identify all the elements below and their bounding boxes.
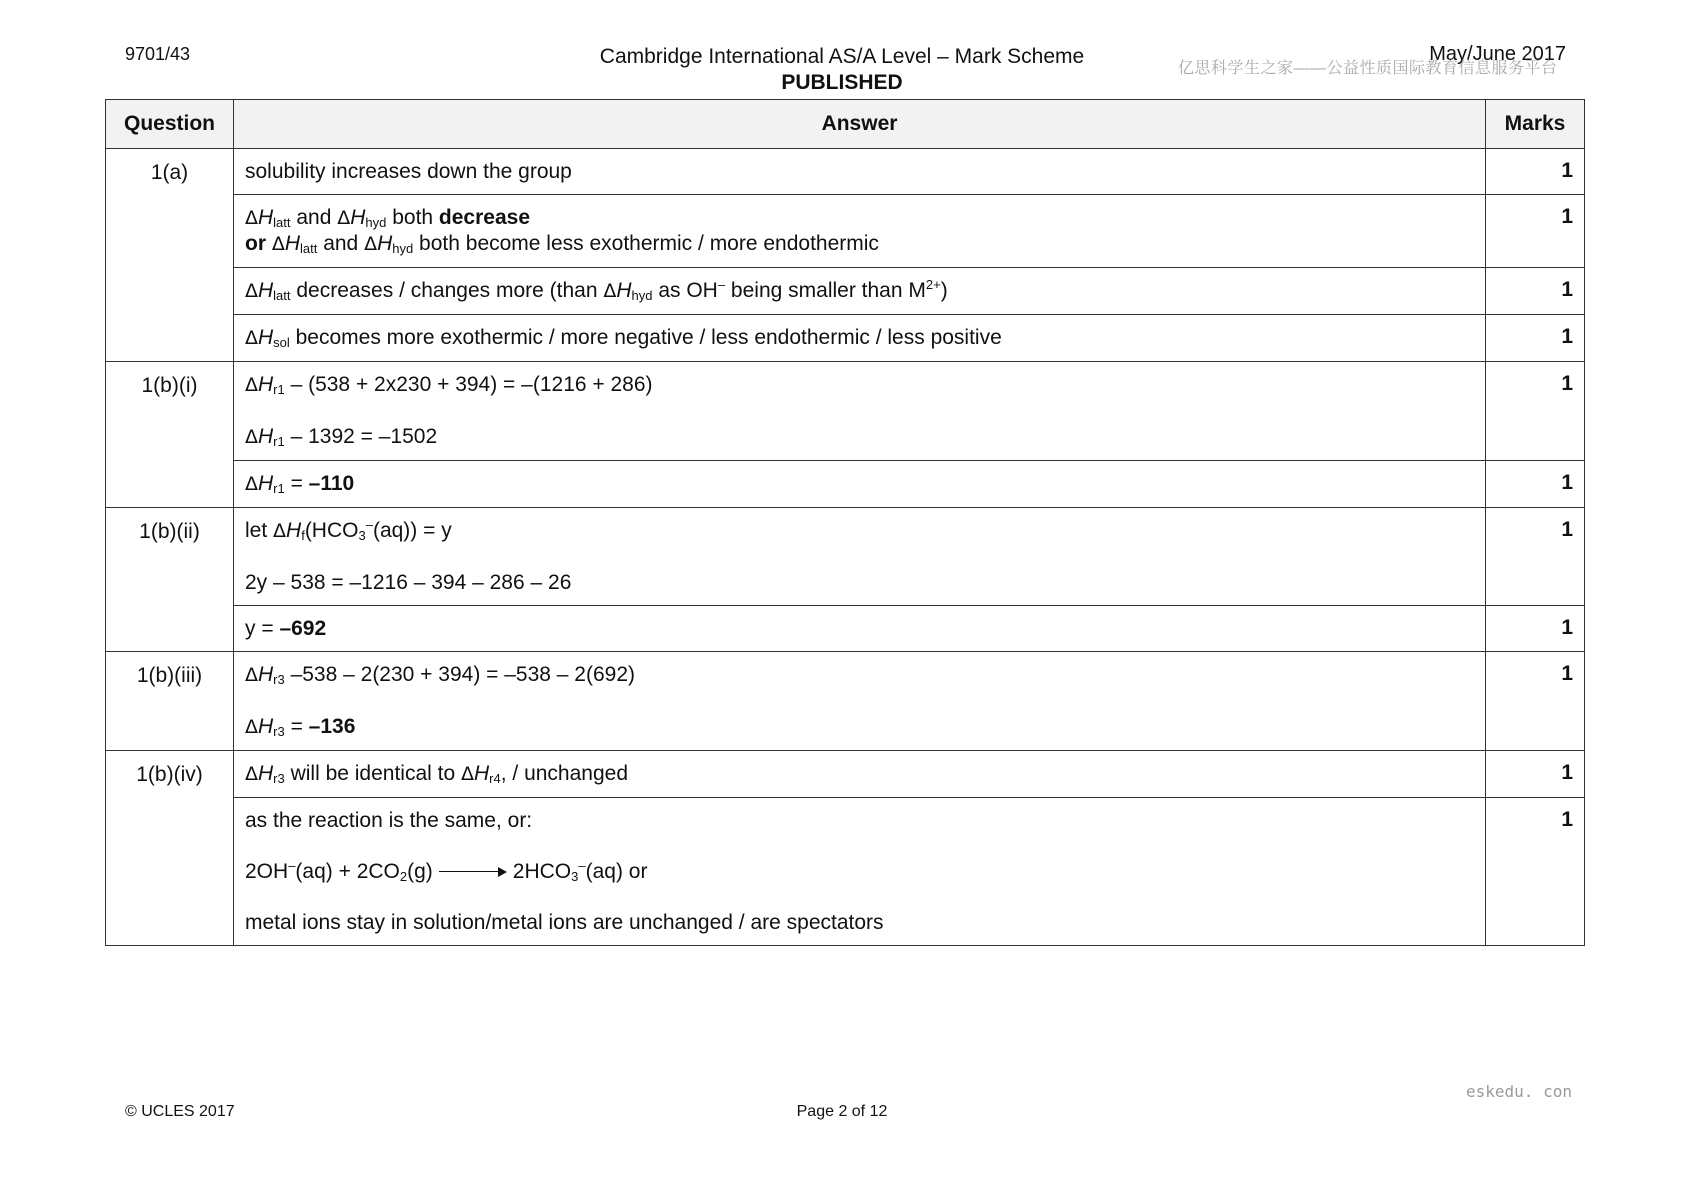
answer-line: as the reaction is the same, or: [245, 809, 533, 832]
answer-cell: $\Delta H_{latt}$ decreases / changes more (than $\Delta H_{hyd}$ as OH– being smaller than $M^{2+}$) [234, 268, 1486, 315]
answer-cell [234, 362, 1486, 461]
question-number: 1(b)(iv) [106, 751, 234, 946]
marks-cell: 1 [1486, 195, 1585, 268]
marks-cell: 1 [1486, 461, 1585, 508]
marks-cell: 1 [1486, 362, 1585, 461]
answer-line: $\Delta H_{r3} = -136$ [245, 715, 356, 739]
table-row [106, 606, 1585, 652]
answer-line: $\Delta H_{r1} - 1392 = -1502$ [245, 425, 438, 449]
watermark-text-2: eskedu. con [1466, 1082, 1572, 1101]
header-marks: Marks [1486, 100, 1585, 149]
exam-session: May/June 2017 [1429, 43, 1566, 65]
question-number: 1(b)(ii) [106, 508, 234, 652]
copyright: © UCLES 2017 [125, 1103, 235, 1120]
answer-line: metal ions stay in solution/metal ions are unchanged / are spectators [245, 911, 884, 934]
table-row [106, 798, 1585, 946]
answer-cell: $\Delta H_{r1} = -110$ [234, 461, 1486, 508]
marks-cell: 1 [1486, 268, 1585, 315]
page-number: Page 2 of 12 [796, 1103, 888, 1120]
table-row [106, 195, 1585, 268]
table-row [106, 362, 1585, 461]
table-row [106, 268, 1585, 315]
reaction-arrow-icon [439, 867, 507, 877]
title-line: Cambridge International AS/A Level – Mark Scheme [599, 45, 1085, 68]
marks-cell: 1 [1486, 751, 1585, 798]
mark-scheme-table [105, 99, 1585, 946]
answer-line: or $\Delta H_{latt}$ and $\Delta H_{hyd}$ both become less exothermic / more endothermic [245, 232, 879, 256]
marks-cell: 1 [1486, 606, 1585, 652]
answer-line: $\Delta H_{r1} - (538 + 2x230 + 394) = -(1216 + 286)$ [245, 373, 653, 397]
marks-cell: 1 [1486, 508, 1585, 606]
answer-cell: solubility increases down the group [234, 149, 1486, 195]
table-row [106, 652, 1585, 751]
answer-line: $\Delta H_{r3}$ –538 – 2(230 + 394) = –538 – 2(692) [245, 663, 636, 687]
answer-cell: $\Delta H_{sol}$ becomes more exothermic / more negative / less endothermic / less positive [234, 315, 1486, 362]
answer-cell: $\Delta H_{r3}$ will be identical to $\Delta H_{r4}$, / unchanged [234, 751, 1486, 798]
answer-cell: y = –692 [234, 606, 1486, 652]
marks-cell: 1 [1486, 652, 1585, 751]
table-row [106, 315, 1585, 362]
published-label: PUBLISHED [781, 71, 903, 94]
marks-cell: 1 [1486, 149, 1585, 195]
answer-line: $2OH^-(aq) + 2CO_2(g)$ $2HCO_3^-(aq)$ or [245, 858, 648, 884]
answer-cell [234, 508, 1486, 606]
watermark-text: 亿思科学生之家——公益性质国际教育信息服务平台 [1178, 60, 1558, 77]
answer-cell [234, 652, 1486, 751]
table-row [106, 461, 1585, 508]
header-question: Question [106, 100, 234, 149]
header-answer: Answer [234, 100, 1486, 149]
answer-line: $\Delta H_{latt}$ and $\Delta H_{hyd}$ both decrease [245, 206, 530, 230]
table-row [106, 508, 1585, 606]
marks-cell: 1 [1486, 315, 1585, 362]
answer-cell [234, 798, 1486, 946]
answer-line: 2y – 538 = –1216 – 394 – 286 – 26 [245, 571, 572, 594]
answer-line: let $\Delta H_f(HCO_3^-(aq)) = y$ [245, 517, 452, 543]
table-row [106, 149, 1585, 195]
marks-cell: 1 [1486, 798, 1585, 946]
question-number: 1(b)(i) [106, 362, 234, 508]
question-number: 1(b)(iii) [106, 652, 234, 751]
answer-cell [234, 195, 1486, 268]
paper-code: 9701/43 [125, 44, 191, 64]
table-header-row [106, 100, 1585, 149]
table-row [106, 751, 1585, 798]
question-number: 1(a) [106, 149, 234, 362]
